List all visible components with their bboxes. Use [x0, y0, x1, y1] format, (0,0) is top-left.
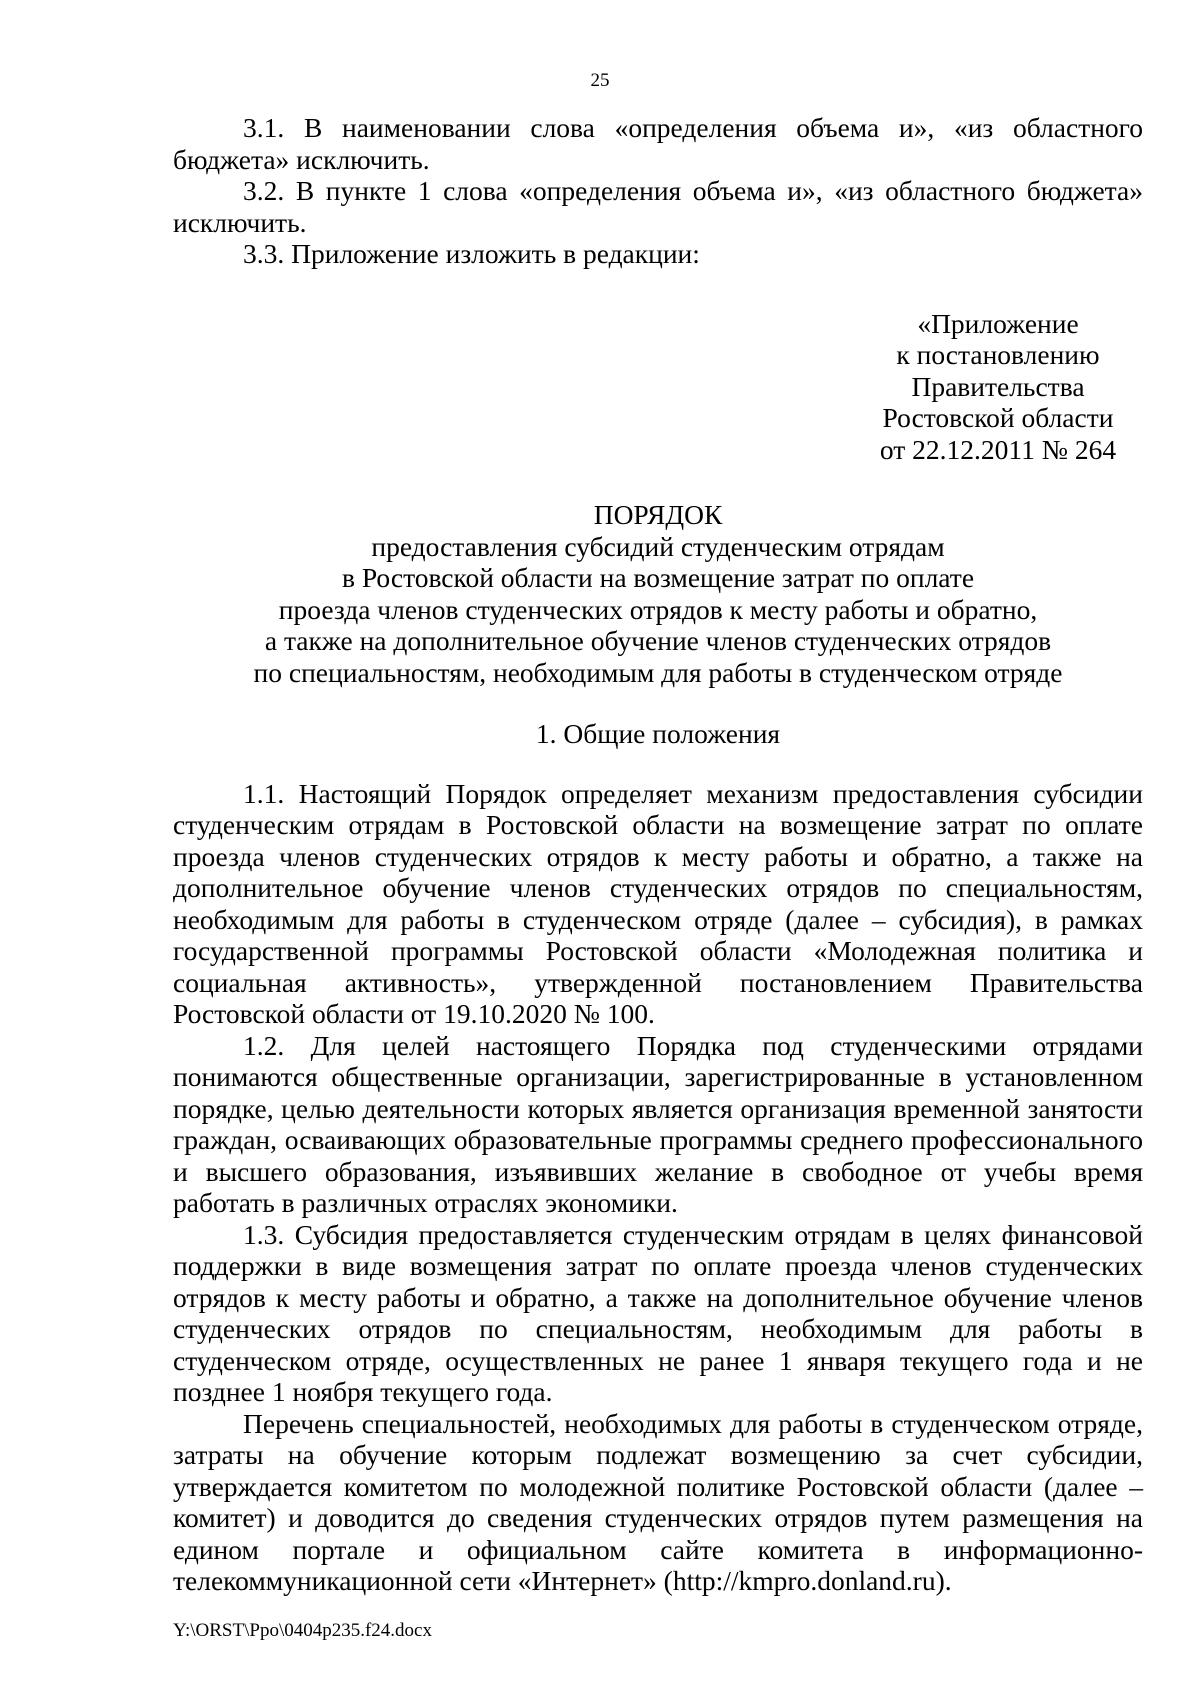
appendix-header-line: от 22.12.2011 № 264 [879, 433, 1117, 465]
title-subtitle-line: в Ростовской области на возмещение затрат по оплате [341, 562, 975, 593]
appendix-header-line: к постановлению [896, 339, 1100, 370]
intro-paragraph-3-1: 3.1. В наименовании слова «определения объема и», «из областного бюджета» исключить. [173, 112, 1143, 175]
section-heading: 1. Общие положения [535, 718, 781, 749]
page-number: 25 [590, 70, 610, 91]
paragraph-1-3: 1.3. Субсидия предоставляется студенческим отрядам в целях финансовой поддержки в виде возмещения затрат по оплате проезда членов студенческих отрядов к месту работы и обратно, а также на дополнительное обучение членов студенческих отрядов по специальностям, необходимым для работы в студенческом отряде, осуществленных не ранее 1 января текущего года и не позднее 1 ноября текущего года. [173, 1218, 1143, 1407]
paragraph-1-2: 1.2. Для целей настоящего Порядка под студенческими отрядами понимаются общественные организации, зарегистрированные в установленном порядке, целью деятельности которых является организация временной занятости граждан, осваивающих образовательные программы среднего профессионального и высшего образования, изъявивших желание в свободное от учебы время работать в различных отраслях экономики. [173, 1029, 1143, 1218]
appendix-header-line: Ростовской области [882, 402, 1114, 433]
paragraph-1-1: 1.1. Настоящий Порядок определяет механизм предоставления субсидии студенческим отрядам в Ростовской области на возмещение затрат по оплате проезда членов студенческих отрядов к месту работы и обратно, а также на дополнительное обучение членов студенческих отрядов по специальностям, необходимым для работы в студенческом отряде (далее – субсидия), в рамках государственной программы Ростовской области «Молодежная политика и социальная активность», утвержденной постановлением Правительства Ростовской области от 19.10.2020 № 100. [173, 777, 1143, 1029]
appendix-header-line: «Приложение [917, 307, 1079, 339]
document-title [173, 499, 1143, 688]
intro-paragraph-3-2: 3.2. В пункте 1 слова «определения объема и», «из областного бюджета» исключить. [173, 175, 1143, 238]
footer-file-path: Y:\ORST\Ppo\0404p235.f24.docx [173, 1620, 432, 1641]
appendix-header [863, 308, 1133, 466]
title-subtitle-line: предоставления субсидий студенческим отрядам [371, 530, 945, 562]
title-subtitle-line: проезда членов студенческих отрядов к месту работы и обратно, [278, 593, 1038, 625]
paragraph-specialties-list: Перечень специальностей, необходимых для работы в студенческом отряде, затраты на обучение которым подлежат возмещению за счет субсидии, утверждается комитетом по молодежной политике Ростовской области (далее – комитет) и доводится до сведения студенческих отрядов путем размещения на едином портале и официальном сайте комитета в информационно-телекоммуникационной сети «Интернет» (http://kmpro.donland.ru). [173, 1407, 1143, 1596]
title-subtitle-line: по специальностям, необходимым для работы в студенческом отряде [253, 656, 1063, 688]
title-subtitle-line: а также на дополнительное обучение членов студенческих отрядов [264, 625, 1052, 656]
title-main: ПОРЯДОК [593, 499, 723, 530]
appendix-header-line: Правительства [911, 370, 1085, 402]
intro-paragraph-3-3: 3.3. Приложение изложить в редакции: [243, 238, 700, 269]
document-body [173, 112, 1143, 1597]
